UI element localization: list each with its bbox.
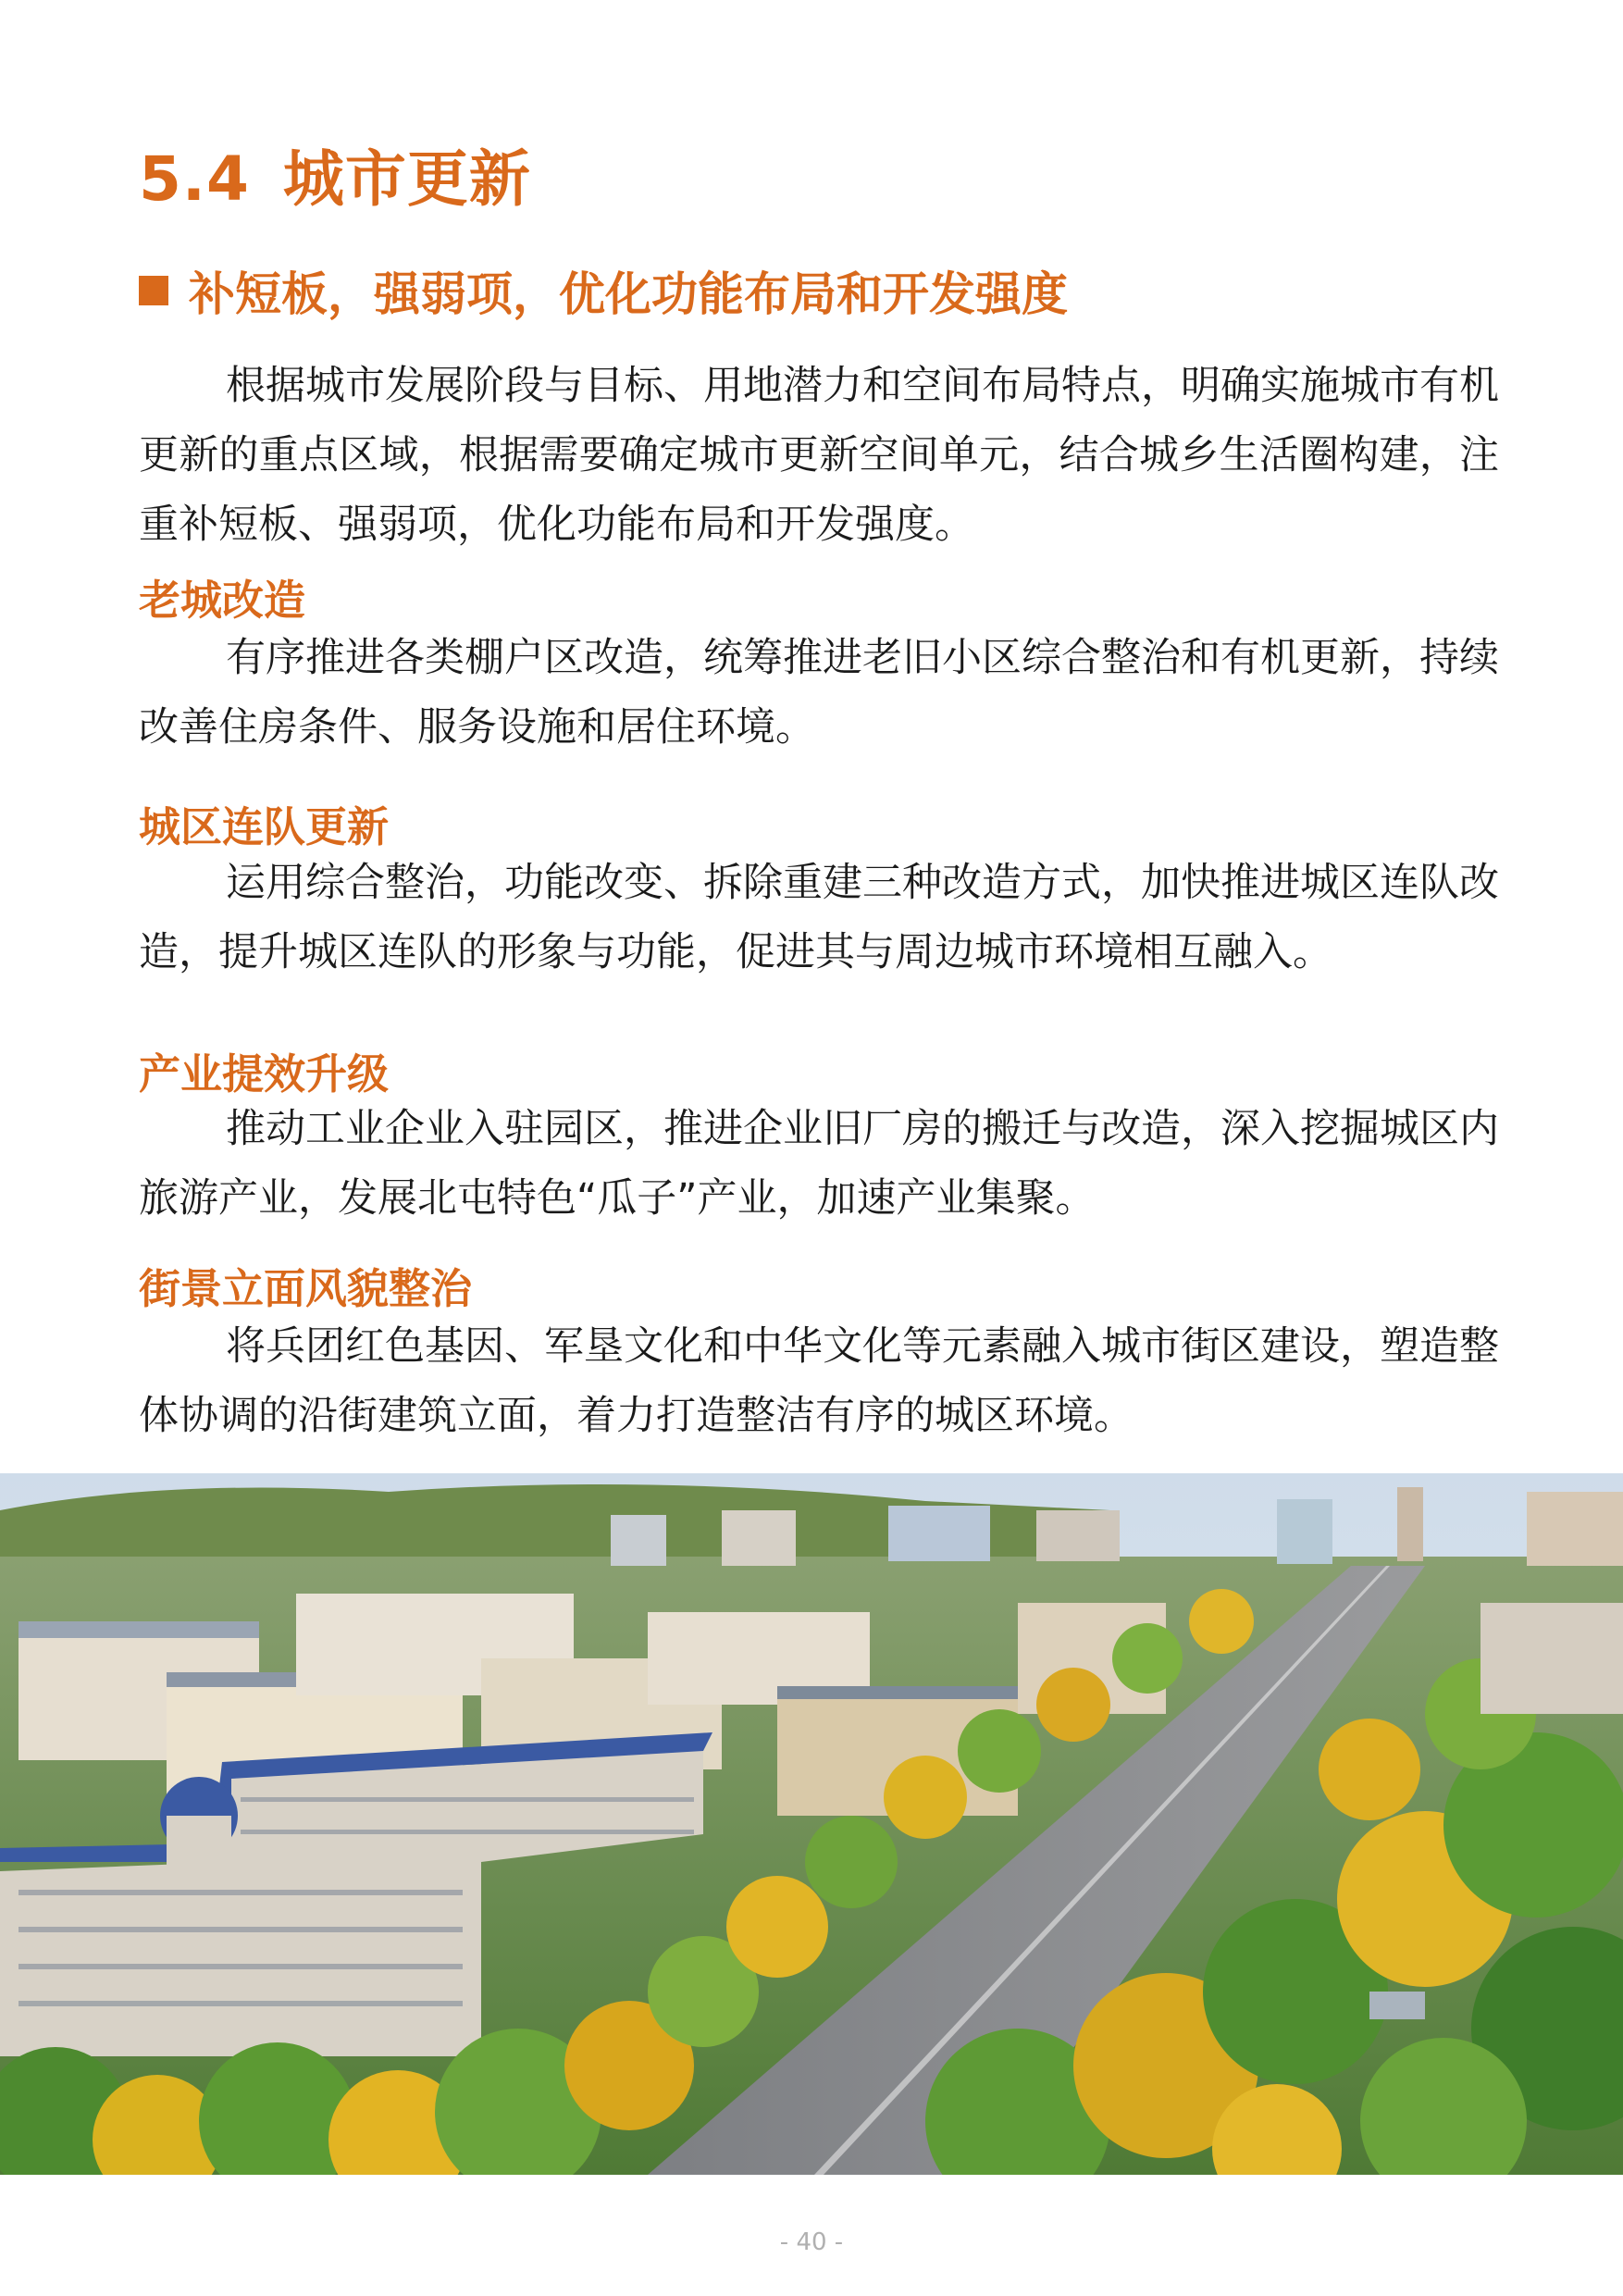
page-number: - 40 -	[779, 2228, 844, 2256]
item-text-old-town: 有序推进各类棚户区改造，统筹推进老旧小区综合整治和有机更新，持续改善住房条件、服务设施和居住环境。	[139, 635, 1499, 751]
section-title-text: 城市更新	[282, 143, 531, 215]
city-aerial-photo	[0, 1473, 1623, 2175]
subheading	[139, 257, 1068, 324]
item-text-company-renewal: 运用综合整治，功能改变、拆除重建三种改造方式，加快推进城区连队改造，提升城区连队的形象与功能，促进其与周边城市环境相互融入。	[139, 860, 1499, 975]
item-text-industry: 推动工业企业入驻园区，推进企业旧厂房的搬迁与改造，深入挖掘城区内旅游产业，发展北屯特色“瓜子”产业，加速产业集聚。	[139, 1106, 1499, 1222]
item-text-streetscape: 将兵团红色基因、军垦文化和中华文化等元素融入城市街区建设，塑造整体协调的沿街建筑立面，着力打造整洁有序的城区环境。	[139, 1323, 1499, 1439]
item-title-old-town: 老城改造	[139, 576, 306, 625]
intro-paragraph: 根据城市发展阶段与目标、用地潜力和空间布局特点，明确实施城市有机更新的重点区域，根据需要确定城市更新空间单元，结合城乡生活圈构建，注重补短板、强弱项，优化功能布局和开发强度。	[139, 363, 1499, 548]
item-title-streetscape: 街景立面风貌整治	[139, 1264, 473, 1313]
subheading-text: 补短板，强弱项，优化功能布局和开发强度	[189, 267, 1068, 321]
item-title-industry: 产业提效升级	[139, 1049, 390, 1098]
section-number: 5.4	[139, 143, 250, 215]
square-bullet-icon	[139, 276, 168, 305]
section-title	[139, 130, 531, 217]
item-title-company-renewal: 城区连队更新	[139, 802, 390, 851]
